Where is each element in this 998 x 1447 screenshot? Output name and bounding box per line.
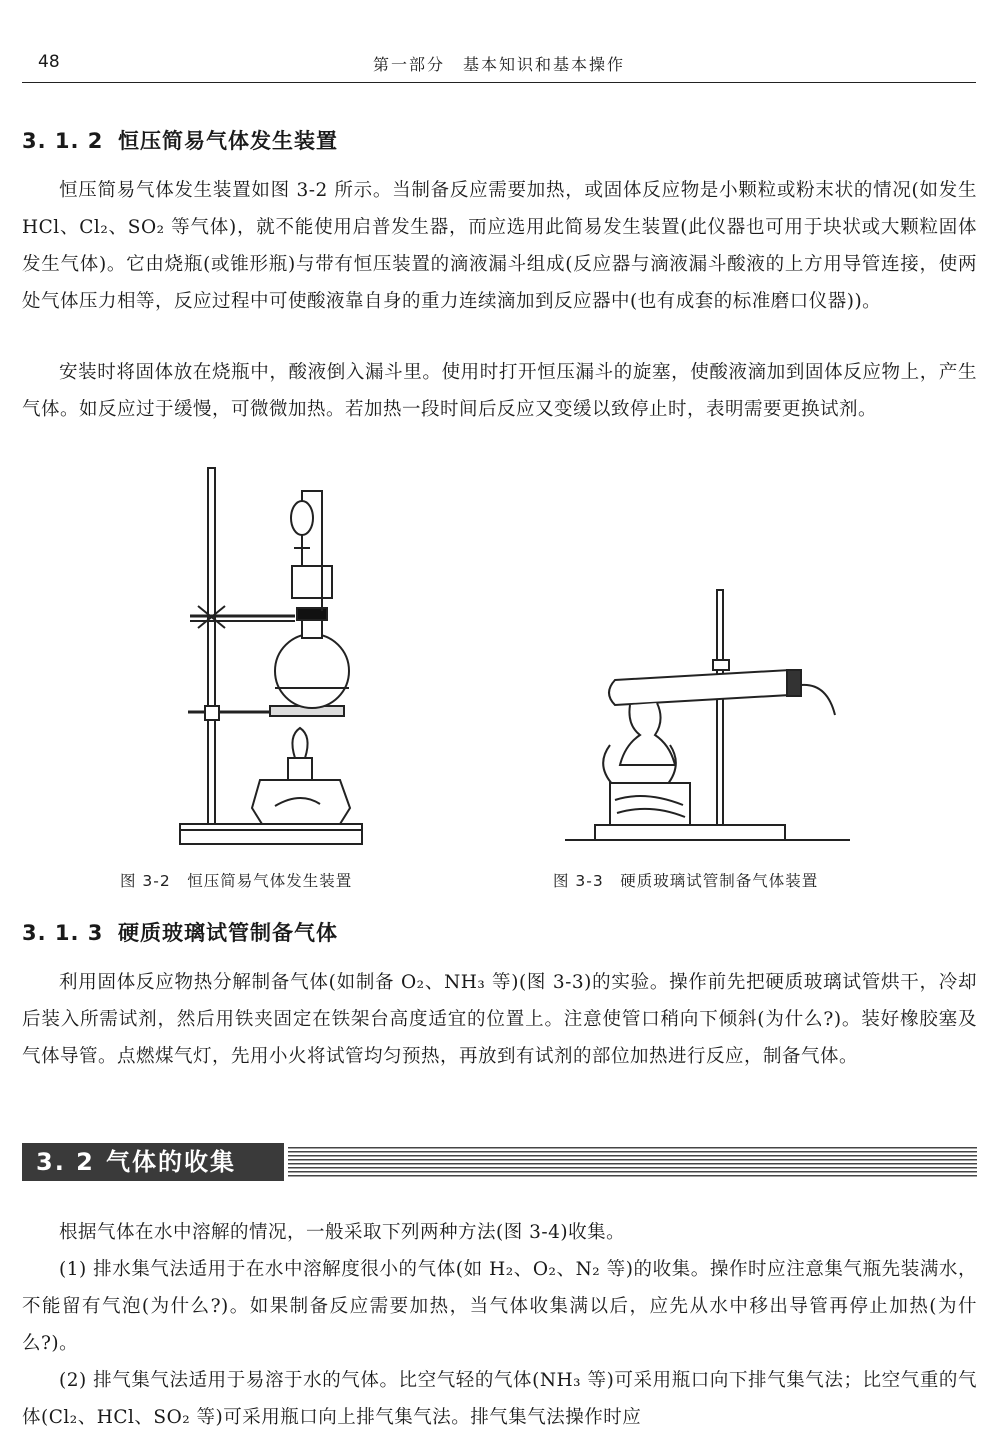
section-heading-label (22, 1143, 284, 1181)
paragraph: 恒压简易气体发生装置如图 3-2 所示。当制备反应需要加热，或固体反应物是小颗粒或粉末状的情况(如发生 HCl、Cl₂、SO₂ 等气体)，就不能使用启普发生器，而应选用此简易发生装置(此仪器也可用于块状或大颗粒固体发生气体)。它由烧瓶(或锥形瓶)与带有恒压装置的滴液漏斗组成(反应器与滴液漏斗酸液的上方用导管连接，使两处气体压力相等，反应过程中可使酸液靠自身的重力连续滴加到反应器中(也有成套的标准磨口仪器))。 (22, 180, 977, 312)
running-title: 第一部分 基本知识和基本操作 (372, 55, 625, 74)
paragraph: (2) 排气集气法适用于易溶于水的气体。比空气轻的气体(NH₃ 等)可采用瓶口向下排气集气法；比空气重的气体(Cl₂、HCl、SO₂ 等)可采用瓶口向上排气集气法。排气集气法操作时应 (22, 1370, 977, 1428)
section-title: 气体的收集 (106, 1148, 236, 1176)
page-header (22, 46, 976, 83)
heading-rule-lines (288, 1147, 977, 1177)
figure-3-3-apparatus (565, 585, 860, 847)
paragraph: 利用固体反应物热分解制备气体(如制备 O₂、NH₃ 等)(图 3-3)的实验。操作前先把硬质玻璃试管烘干，冷却后装入所需试剂，然后用铁夹固定在铁架台高度适宜的位置上。注意使管口稍向下倾斜(为什么?)。装好橡胶塞及气体导管。点燃煤气灯，先用小火将试管均匀预热，再放到有试剂的部位加热进行反应，制备气体。 (22, 972, 977, 1067)
paragraph: (1) 排水集气法适用于在水中溶解度很小的气体(如 H₂、O₂、N₂ 等)的收集。操作时应注意集气瓶先装满水，不能留有气泡(为什么?)。如果制备反应需要加热，当气体收集满以后，应先从水中移出导管再停止加热(为什么?)。 (22, 1259, 977, 1354)
page-number: 48 (38, 52, 60, 72)
section-heading-3-1-2 (22, 125, 338, 155)
figure-3-2-apparatus (170, 466, 370, 851)
section-heading-3-1-3 (22, 917, 338, 947)
paragraph: 安装时将固体放在烧瓶中，酸液倒入漏斗里。使用时打开恒压漏斗的旋塞，使酸液滴加到固体反应物上，产生气体。如反应过于缓慢，可微微加热。若加热一段时间后反应又变缓以致停止时，表明需要更换试剂。 (22, 362, 977, 420)
paragraph: 根据气体在水中溶解的情况，一般采取下列两种方法(图 3-4)收集。 (59, 1222, 626, 1243)
section-title: 硬质玻璃试管制备气体 (118, 921, 338, 945)
figure-caption-3-2: 图 3-2 恒压简易气体发生装置 (120, 872, 353, 890)
figure-caption-3-3: 图 3-3 硬质玻璃试管制备气体装置 (553, 872, 819, 890)
section-number: 3. 1. 3 (22, 921, 104, 945)
section-number: 3. 1. 2 (22, 129, 104, 153)
section-heading-3-2 (22, 1143, 977, 1181)
section-title: 恒压简易气体发生装置 (118, 129, 338, 153)
section-number: 3. 2 (36, 1148, 95, 1176)
